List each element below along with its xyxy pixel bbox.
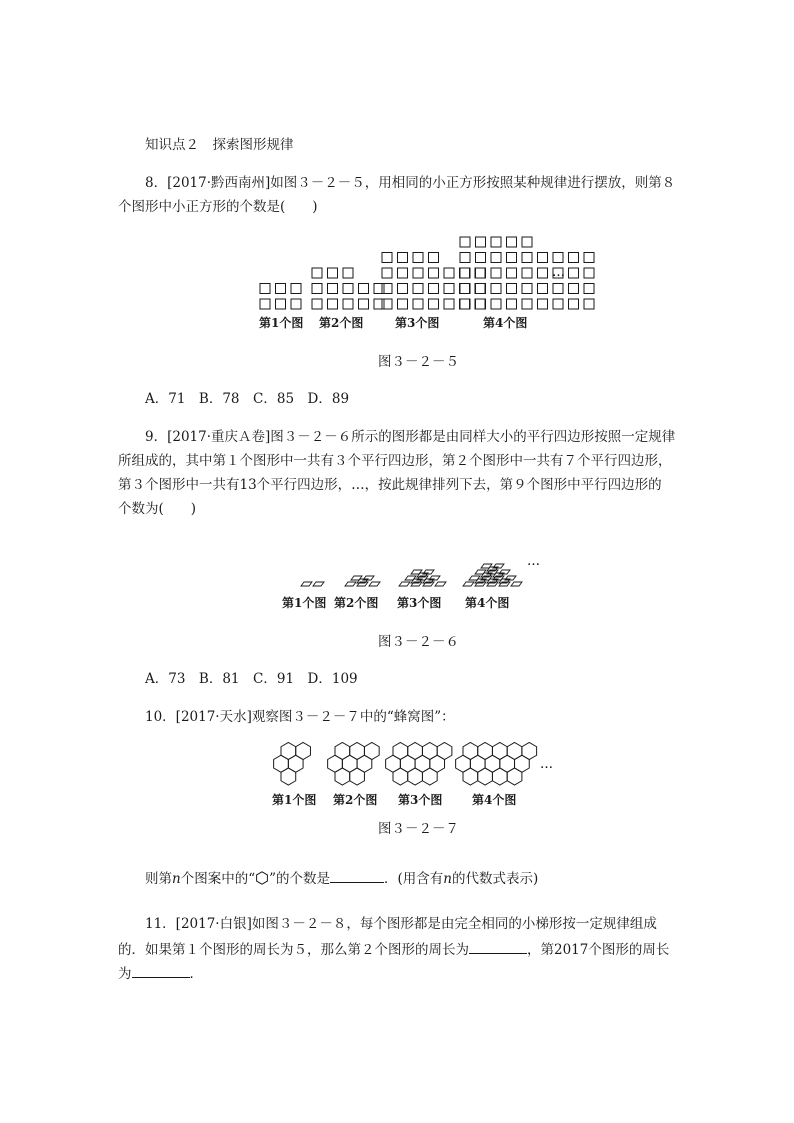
q10-caption-4: 第4个图 xyxy=(472,793,517,807)
q10-caption-2: 第2个图 xyxy=(333,793,378,807)
q8-options: A．71 B．78 C．85 D．89 xyxy=(145,391,350,407)
small-square xyxy=(398,268,408,278)
small-square xyxy=(584,284,594,294)
q9-ellipsis: … xyxy=(527,554,540,569)
small-square xyxy=(584,253,594,263)
small-square xyxy=(444,268,454,278)
hexagon-cell xyxy=(408,768,423,785)
small-square xyxy=(413,284,423,294)
small-square xyxy=(413,268,423,278)
small-square xyxy=(328,284,338,294)
small-square xyxy=(460,299,470,309)
q8-caption-4: 第4个图 xyxy=(483,316,528,330)
small-parallelogram xyxy=(301,582,312,586)
small-square xyxy=(291,299,301,309)
small-square xyxy=(276,284,286,294)
small-parallelogram xyxy=(345,582,356,586)
small-square xyxy=(260,299,270,309)
q10-answer-line xyxy=(145,868,538,888)
small-square xyxy=(444,299,454,309)
hexagon-cell xyxy=(422,768,437,785)
small-square xyxy=(460,237,470,247)
small-square xyxy=(429,253,439,263)
small-square xyxy=(312,284,322,294)
small-square xyxy=(491,299,501,309)
q8-square-figures xyxy=(255,238,585,313)
small-square xyxy=(343,268,353,278)
small-square xyxy=(569,253,579,263)
small-square xyxy=(522,284,532,294)
q8-caption-1: 第1个图 xyxy=(259,316,304,330)
small-square xyxy=(538,299,548,309)
small-square xyxy=(460,284,470,294)
hexagon-cell xyxy=(350,768,365,785)
q10-honeycomb-figures xyxy=(275,740,575,790)
small-square xyxy=(359,284,369,294)
small-square xyxy=(584,299,594,309)
small-square xyxy=(291,284,301,294)
small-square xyxy=(476,268,486,278)
q10-answer-prefix: 则第 xyxy=(145,871,172,887)
q8-caption-3: 第3个图 xyxy=(395,316,440,330)
small-square xyxy=(312,268,322,278)
small-square xyxy=(522,268,532,278)
small-square xyxy=(312,299,322,309)
small-square xyxy=(507,299,517,309)
small-square xyxy=(260,284,270,294)
small-parallelogram xyxy=(511,582,522,586)
q9-parallelogram-figures xyxy=(285,540,565,590)
small-square xyxy=(569,284,579,294)
q10-answer-suffix: ．(用含有 xyxy=(384,871,444,887)
q9-options: A．73 B．81 C．91 D．109 xyxy=(145,671,358,687)
small-square xyxy=(569,268,579,278)
small-square xyxy=(276,299,286,309)
small-square xyxy=(460,268,470,278)
small-square xyxy=(475,299,485,309)
small-square xyxy=(491,237,501,247)
small-parallelogram xyxy=(435,582,446,586)
small-square xyxy=(460,284,470,294)
q10-answer-mid1: 个图案中的“ xyxy=(180,871,256,887)
small-parallelogram xyxy=(313,582,324,586)
small-square xyxy=(429,268,439,278)
q11-text-line1: 11．[2017·白银]如图３－２－８，每个图形都是由完全相同的小梯形按一定规律组成 xyxy=(145,916,657,932)
small-square xyxy=(476,237,486,247)
small-square xyxy=(475,284,485,294)
small-square xyxy=(491,268,501,278)
hexagon-cell xyxy=(393,768,408,785)
small-square xyxy=(507,268,517,278)
q10-caption-1: 第1个图 xyxy=(272,793,317,807)
q8-text-line1: 8．[2017·黔西南州]如图３－２－５，用相同的小正方形按照某种规律进行摆放，则第８ xyxy=(145,175,676,191)
small-square xyxy=(538,284,548,294)
small-square xyxy=(491,253,501,263)
small-square xyxy=(553,253,563,263)
q10-answer-blank[interactable] xyxy=(330,868,384,883)
hexagon-cell xyxy=(463,768,478,785)
hexagon-cell xyxy=(492,768,507,785)
small-square xyxy=(538,253,548,263)
q9-caption-4: 第4个图 xyxy=(465,596,510,610)
q9-text-line4: 个数为( ) xyxy=(118,501,197,517)
section-title: 知识点２ 探索图形规律 xyxy=(145,137,294,153)
q8-figure-label: 图３－２－５ xyxy=(378,354,459,370)
small-square xyxy=(398,253,408,263)
small-square xyxy=(476,299,486,309)
q9-figure-label: 图３－２－６ xyxy=(378,634,459,650)
q11-text-line3 xyxy=(118,963,203,983)
small-square xyxy=(444,284,454,294)
q9-caption-1: 第1个图 xyxy=(282,596,327,610)
q11-line2-b: ，第2017个图形的周长 xyxy=(527,942,670,958)
small-square xyxy=(328,299,338,309)
hexagon-cell xyxy=(335,768,350,785)
small-square xyxy=(343,299,353,309)
q10-ellipsis: … xyxy=(540,757,553,772)
small-square xyxy=(475,268,485,278)
q9-text-line1: 9．[2017·重庆Ａ卷]图３－２－６所示的图形都是由同样大小的平行四边形按照一定规律 xyxy=(145,429,676,445)
small-square xyxy=(569,299,579,309)
q10-var-n: n xyxy=(172,871,181,887)
small-square xyxy=(538,268,548,278)
small-square xyxy=(460,253,470,263)
q10-answer-mid2: ”的个数是 xyxy=(269,871,331,887)
small-square xyxy=(522,299,532,309)
small-square xyxy=(429,299,439,309)
q10-text-line1: 10．[2017·天水]观察图３－２－７中的“蜂窝图”： xyxy=(145,709,455,725)
hexagon-cell xyxy=(507,768,522,785)
q10-var-n-2: n xyxy=(443,871,452,887)
small-square xyxy=(522,237,532,247)
small-square xyxy=(460,299,470,309)
small-square xyxy=(507,284,517,294)
small-square xyxy=(398,299,408,309)
hexagon-cell xyxy=(281,768,296,785)
small-square xyxy=(429,284,439,294)
hexagon-icon xyxy=(255,871,269,885)
q9-text-line3: 第３个图形中一共有13个平行四边形，…，按此规律排列下去，第９个图形中平行四边形的 xyxy=(118,477,662,493)
q11-text-line2 xyxy=(118,939,669,959)
small-square xyxy=(460,268,470,278)
small-square xyxy=(382,268,392,278)
small-parallelogram xyxy=(463,582,474,586)
q11-blank-2[interactable] xyxy=(132,963,190,978)
small-parallelogram xyxy=(369,582,380,586)
small-square xyxy=(507,237,517,247)
q10-caption-3: 第3个图 xyxy=(398,793,443,807)
small-square xyxy=(343,284,353,294)
small-square xyxy=(476,253,486,263)
small-square xyxy=(507,253,517,263)
q8-caption-2: 第2个图 xyxy=(319,316,364,330)
q11-blank-1[interactable] xyxy=(469,939,527,954)
small-square xyxy=(398,284,408,294)
q10-answer-end: 的代数式表示) xyxy=(452,871,539,887)
q11-line2-a: 的．如果第１个图形的周长为５，那么第２个图形的周长为 xyxy=(118,942,469,958)
small-square xyxy=(359,299,369,309)
q11-line3-a: 为 xyxy=(118,966,132,982)
q9-caption-2: 第2个图 xyxy=(334,596,379,610)
small-square xyxy=(522,253,532,263)
small-square xyxy=(491,284,501,294)
q8-ellipsis: … xyxy=(552,265,565,280)
small-square xyxy=(476,284,486,294)
small-parallelogram xyxy=(399,582,410,586)
q8-text-line2: 个图形中小正方形的个数是( ) xyxy=(118,199,318,215)
small-square xyxy=(413,299,423,309)
q9-caption-3: 第3个图 xyxy=(397,596,442,610)
q11-line3-b: ． xyxy=(189,966,203,982)
small-square xyxy=(382,253,392,263)
small-square xyxy=(553,299,563,309)
hexagon-cell xyxy=(478,768,493,785)
small-square xyxy=(328,268,338,278)
q9-text-line2: 所组成的，其中第１个图形中一共有３个平行四边形，第２个图形中一共有７个平行四边形， xyxy=(118,453,672,469)
small-square xyxy=(553,284,563,294)
q10-figure-label: 图３－２－７ xyxy=(378,821,459,837)
small-square xyxy=(584,268,594,278)
small-square xyxy=(413,253,423,263)
